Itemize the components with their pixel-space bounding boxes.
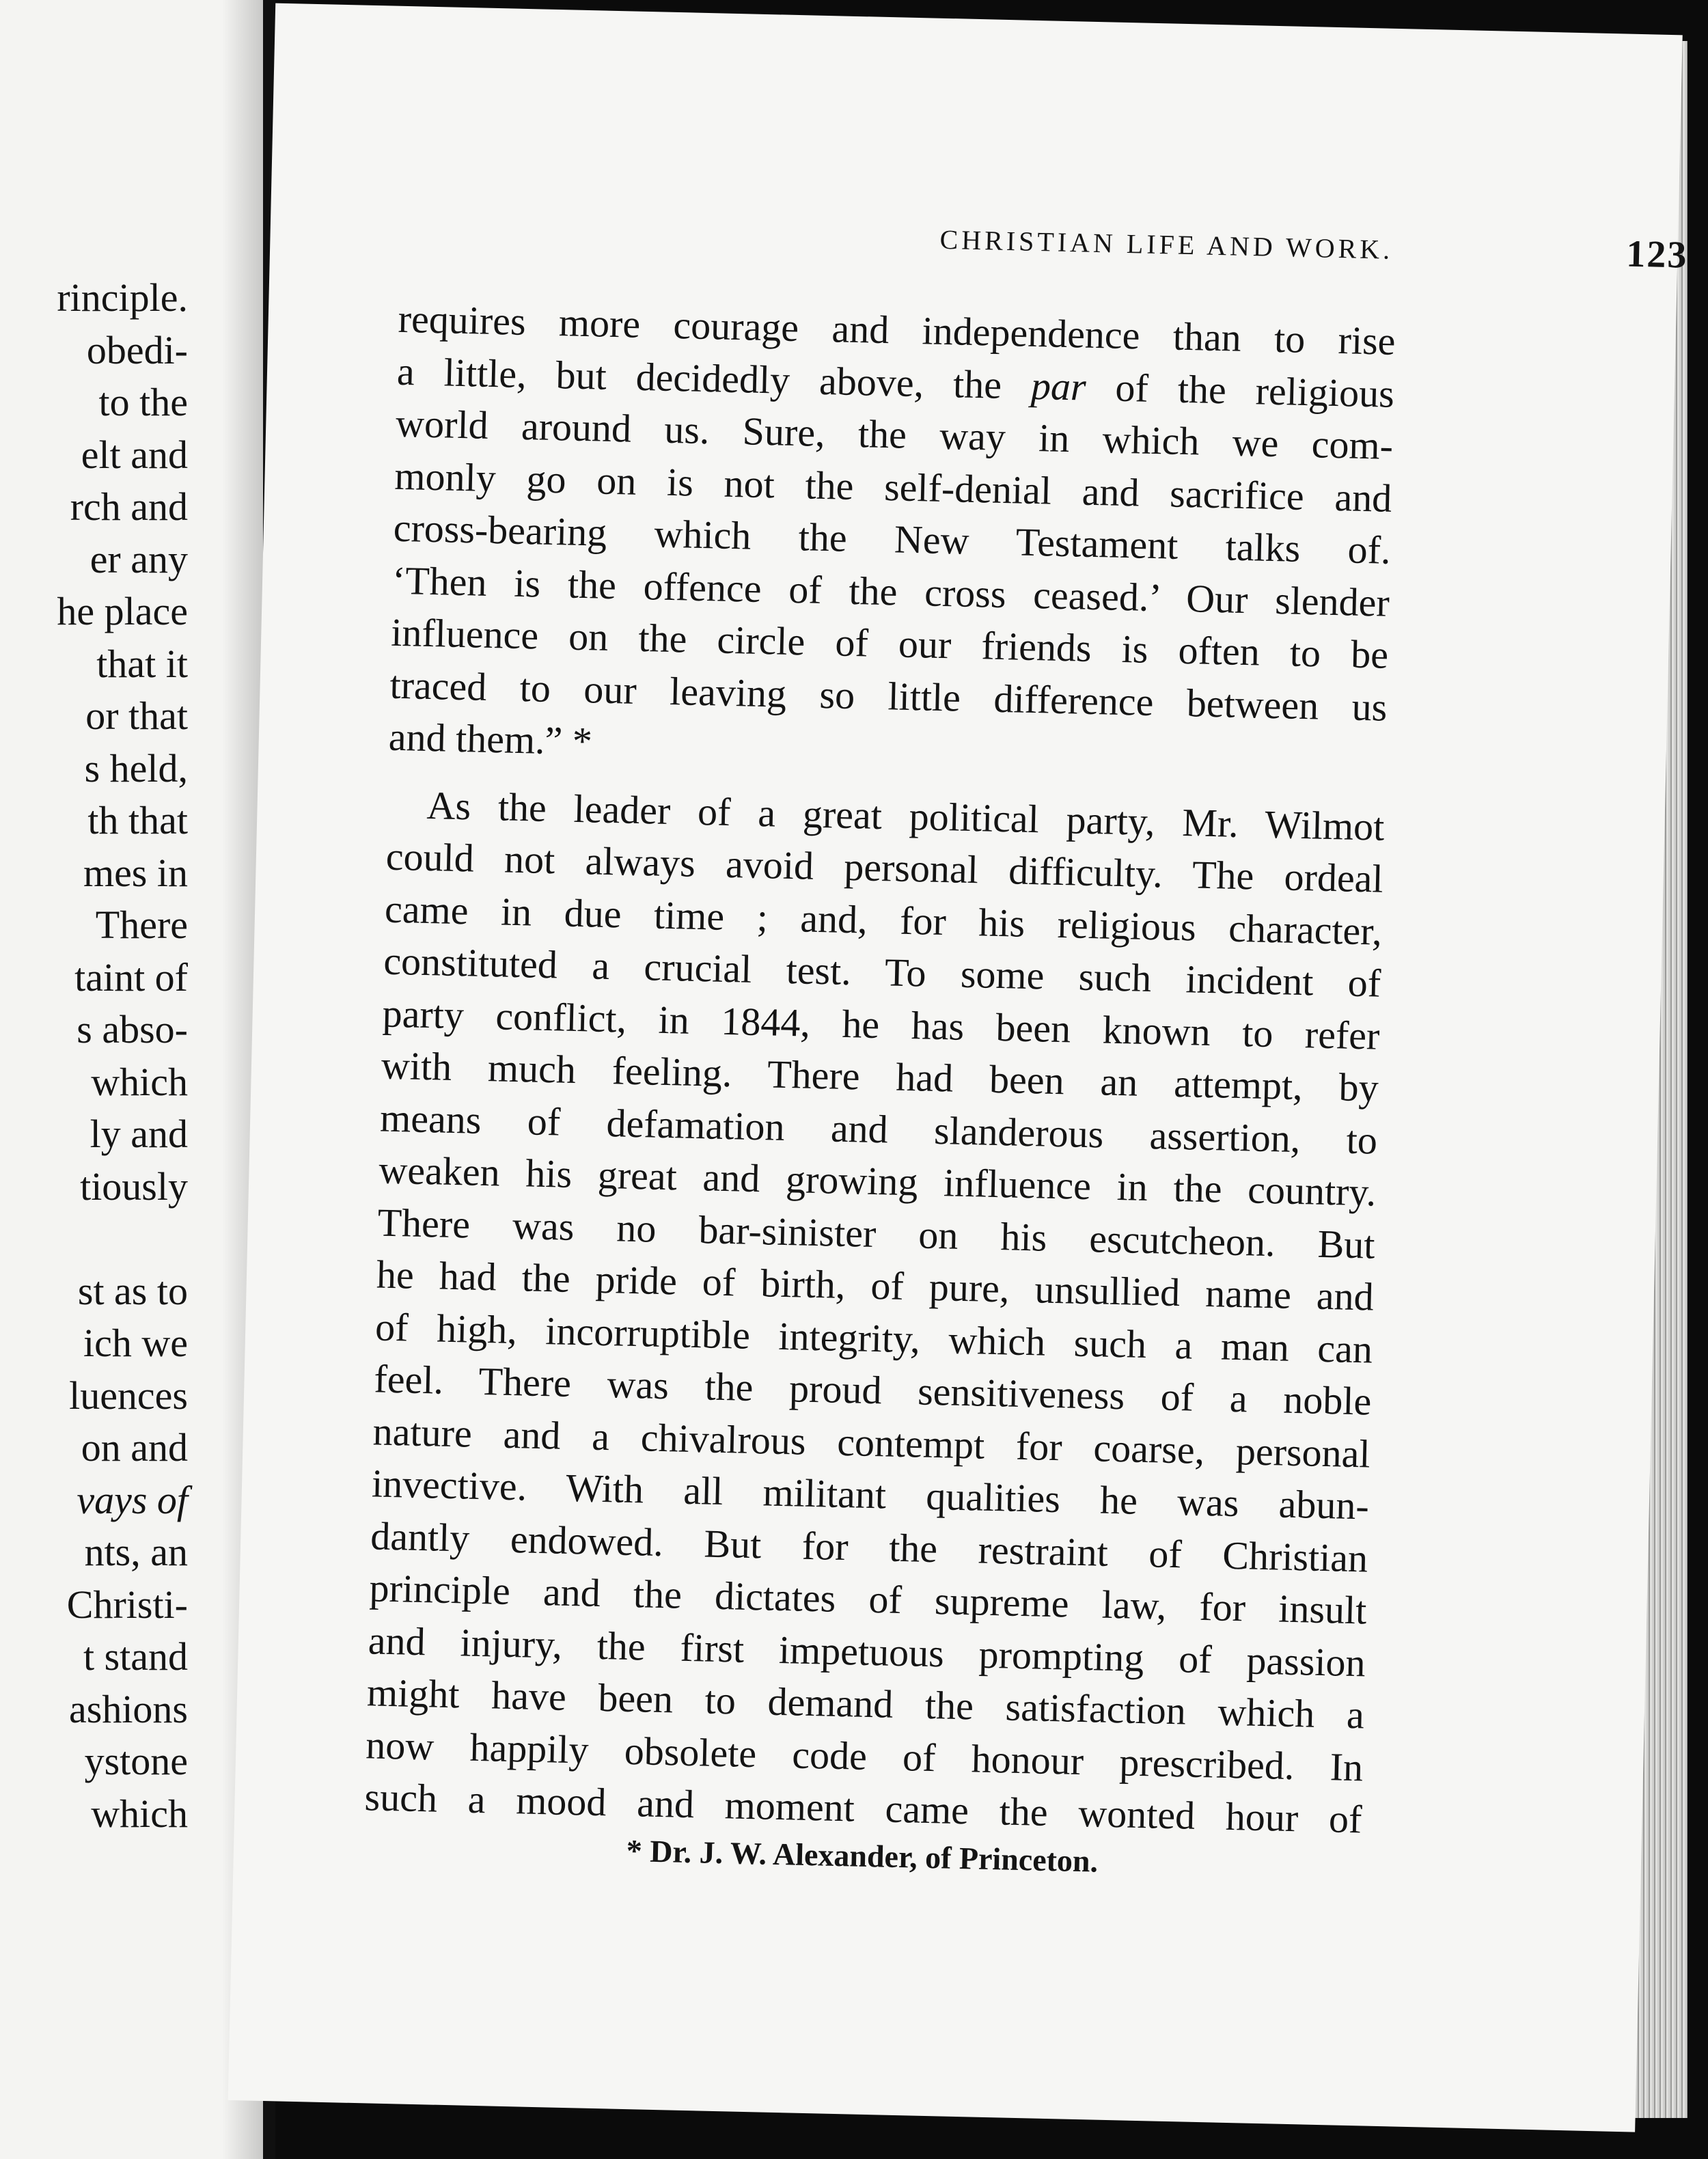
left-line: luences xyxy=(69,1373,188,1418)
left-line: nts, an xyxy=(84,1530,188,1574)
left-line: taint of xyxy=(74,954,188,1000)
left-line: to the xyxy=(98,380,188,424)
left-line: s abso- xyxy=(77,1007,188,1051)
body-text xyxy=(363,293,1396,1861)
text-line: now happily obsolete code of honour prescribed. In xyxy=(365,1722,1364,1789)
text-line: requires more courage and independence than to rise xyxy=(398,296,1396,363)
text-line: could not always avoid personal difficulty. The ordeal xyxy=(385,834,1384,901)
left-line: on and xyxy=(81,1425,188,1470)
paragraph-2 xyxy=(364,778,1385,1846)
left-line: rinciple. xyxy=(57,275,188,320)
text-line: of high, incorruptible integrity, which such a man can xyxy=(374,1304,1373,1372)
left-line: vays of xyxy=(77,1477,188,1522)
left-line: tiously xyxy=(80,1164,188,1209)
text-line: traced to our leaving so little difference between us xyxy=(389,662,1388,730)
left-line: rch and xyxy=(70,484,188,529)
text-line: As the leader of a great political party, Mr. Wilmot xyxy=(426,782,1386,849)
left-page-text xyxy=(57,272,188,1840)
left-line: which xyxy=(91,1059,188,1104)
left-line: er any xyxy=(89,536,188,581)
left-line: s held, xyxy=(84,745,188,790)
text-line: might have been to demand the satisfaction which a xyxy=(366,1670,1365,1737)
running-head-title: CHRISTIAN LIFE AND WORK. xyxy=(939,223,1394,265)
text-run: a little, but decidedly above, the xyxy=(396,348,1002,407)
left-line: elt and xyxy=(81,432,188,477)
text-line: dantly endowed. But for the restraint of Christian xyxy=(370,1513,1368,1580)
footnote: * Dr. J. W. Alexander, of Princeton. xyxy=(626,1832,1099,1879)
left-facing-page xyxy=(0,0,263,2159)
left-line: ystone xyxy=(84,1739,188,1783)
text-line: with much feeling. There had been an attempt, by xyxy=(381,1043,1379,1110)
text-line: invective. With all militant qualities he was abun- xyxy=(371,1461,1370,1528)
text-line: he had the pride of birth, of pure, unsullied name and xyxy=(376,1252,1375,1319)
text-line: such a mood and moment came the wonted hour of xyxy=(364,1774,1363,1842)
text-line: feel. There was the proud sensitiveness of a noble xyxy=(373,1356,1372,1424)
text-line: cross-bearing which the New Testament talks of. xyxy=(393,505,1392,573)
left-line: he place xyxy=(57,589,188,633)
main-page xyxy=(228,3,1689,2132)
text-line: There was no bar-sinister on his escutcheon. But xyxy=(377,1199,1376,1267)
left-line: ashions xyxy=(69,1686,188,1731)
running-head xyxy=(652,217,1689,277)
text-line: principle and the dictates of supreme law, for insult xyxy=(368,1565,1368,1633)
left-line: ich we xyxy=(83,1321,188,1365)
text-line: constituted a crucial test. To some such incident of xyxy=(383,938,1381,1006)
text-line: ‘Then is the offence of the cross ceased.’ Our slender xyxy=(391,558,1390,625)
text-line: means of defamation and slanderous assertion, to xyxy=(379,1095,1378,1163)
text-line: weaken his great and growing influence in the country. xyxy=(378,1147,1377,1215)
left-line: st as to xyxy=(77,1268,188,1313)
left-line: There xyxy=(95,903,188,947)
text-line: and them.” * xyxy=(388,714,593,764)
left-line: Christi- xyxy=(66,1582,188,1627)
text-line: and injury, the first impetuous prompting of passion xyxy=(368,1617,1366,1685)
text-line: world around us. Sure, the way in which we com- xyxy=(395,400,1394,468)
italic-word: par xyxy=(1030,363,1087,409)
left-line: obedi- xyxy=(86,327,188,372)
paragraph-1 xyxy=(388,293,1396,786)
text-line: nature and a chivalrous contempt for coarse, personal xyxy=(372,1408,1371,1476)
left-line: t stand xyxy=(83,1634,188,1679)
text-line: party conflict, in 1844, he has been known to refer xyxy=(382,991,1381,1058)
text-line: influence on the circle of our friends is often to be xyxy=(390,609,1389,677)
text-line: monly go on is not the self-denial and sacrifice and xyxy=(394,453,1392,521)
left-line: that it xyxy=(96,641,188,686)
left-line: th that xyxy=(87,798,188,842)
left-line: which xyxy=(91,1791,188,1836)
left-line: mes in xyxy=(83,850,188,895)
left-line: or that xyxy=(85,693,188,738)
text-run: of the religious xyxy=(1114,365,1395,416)
left-line: ly and xyxy=(89,1112,188,1156)
left-line-gap xyxy=(57,1213,188,1265)
page-number: 123 xyxy=(1625,232,1689,277)
text-line: came in due time ; and, for his religious character, xyxy=(384,886,1383,954)
